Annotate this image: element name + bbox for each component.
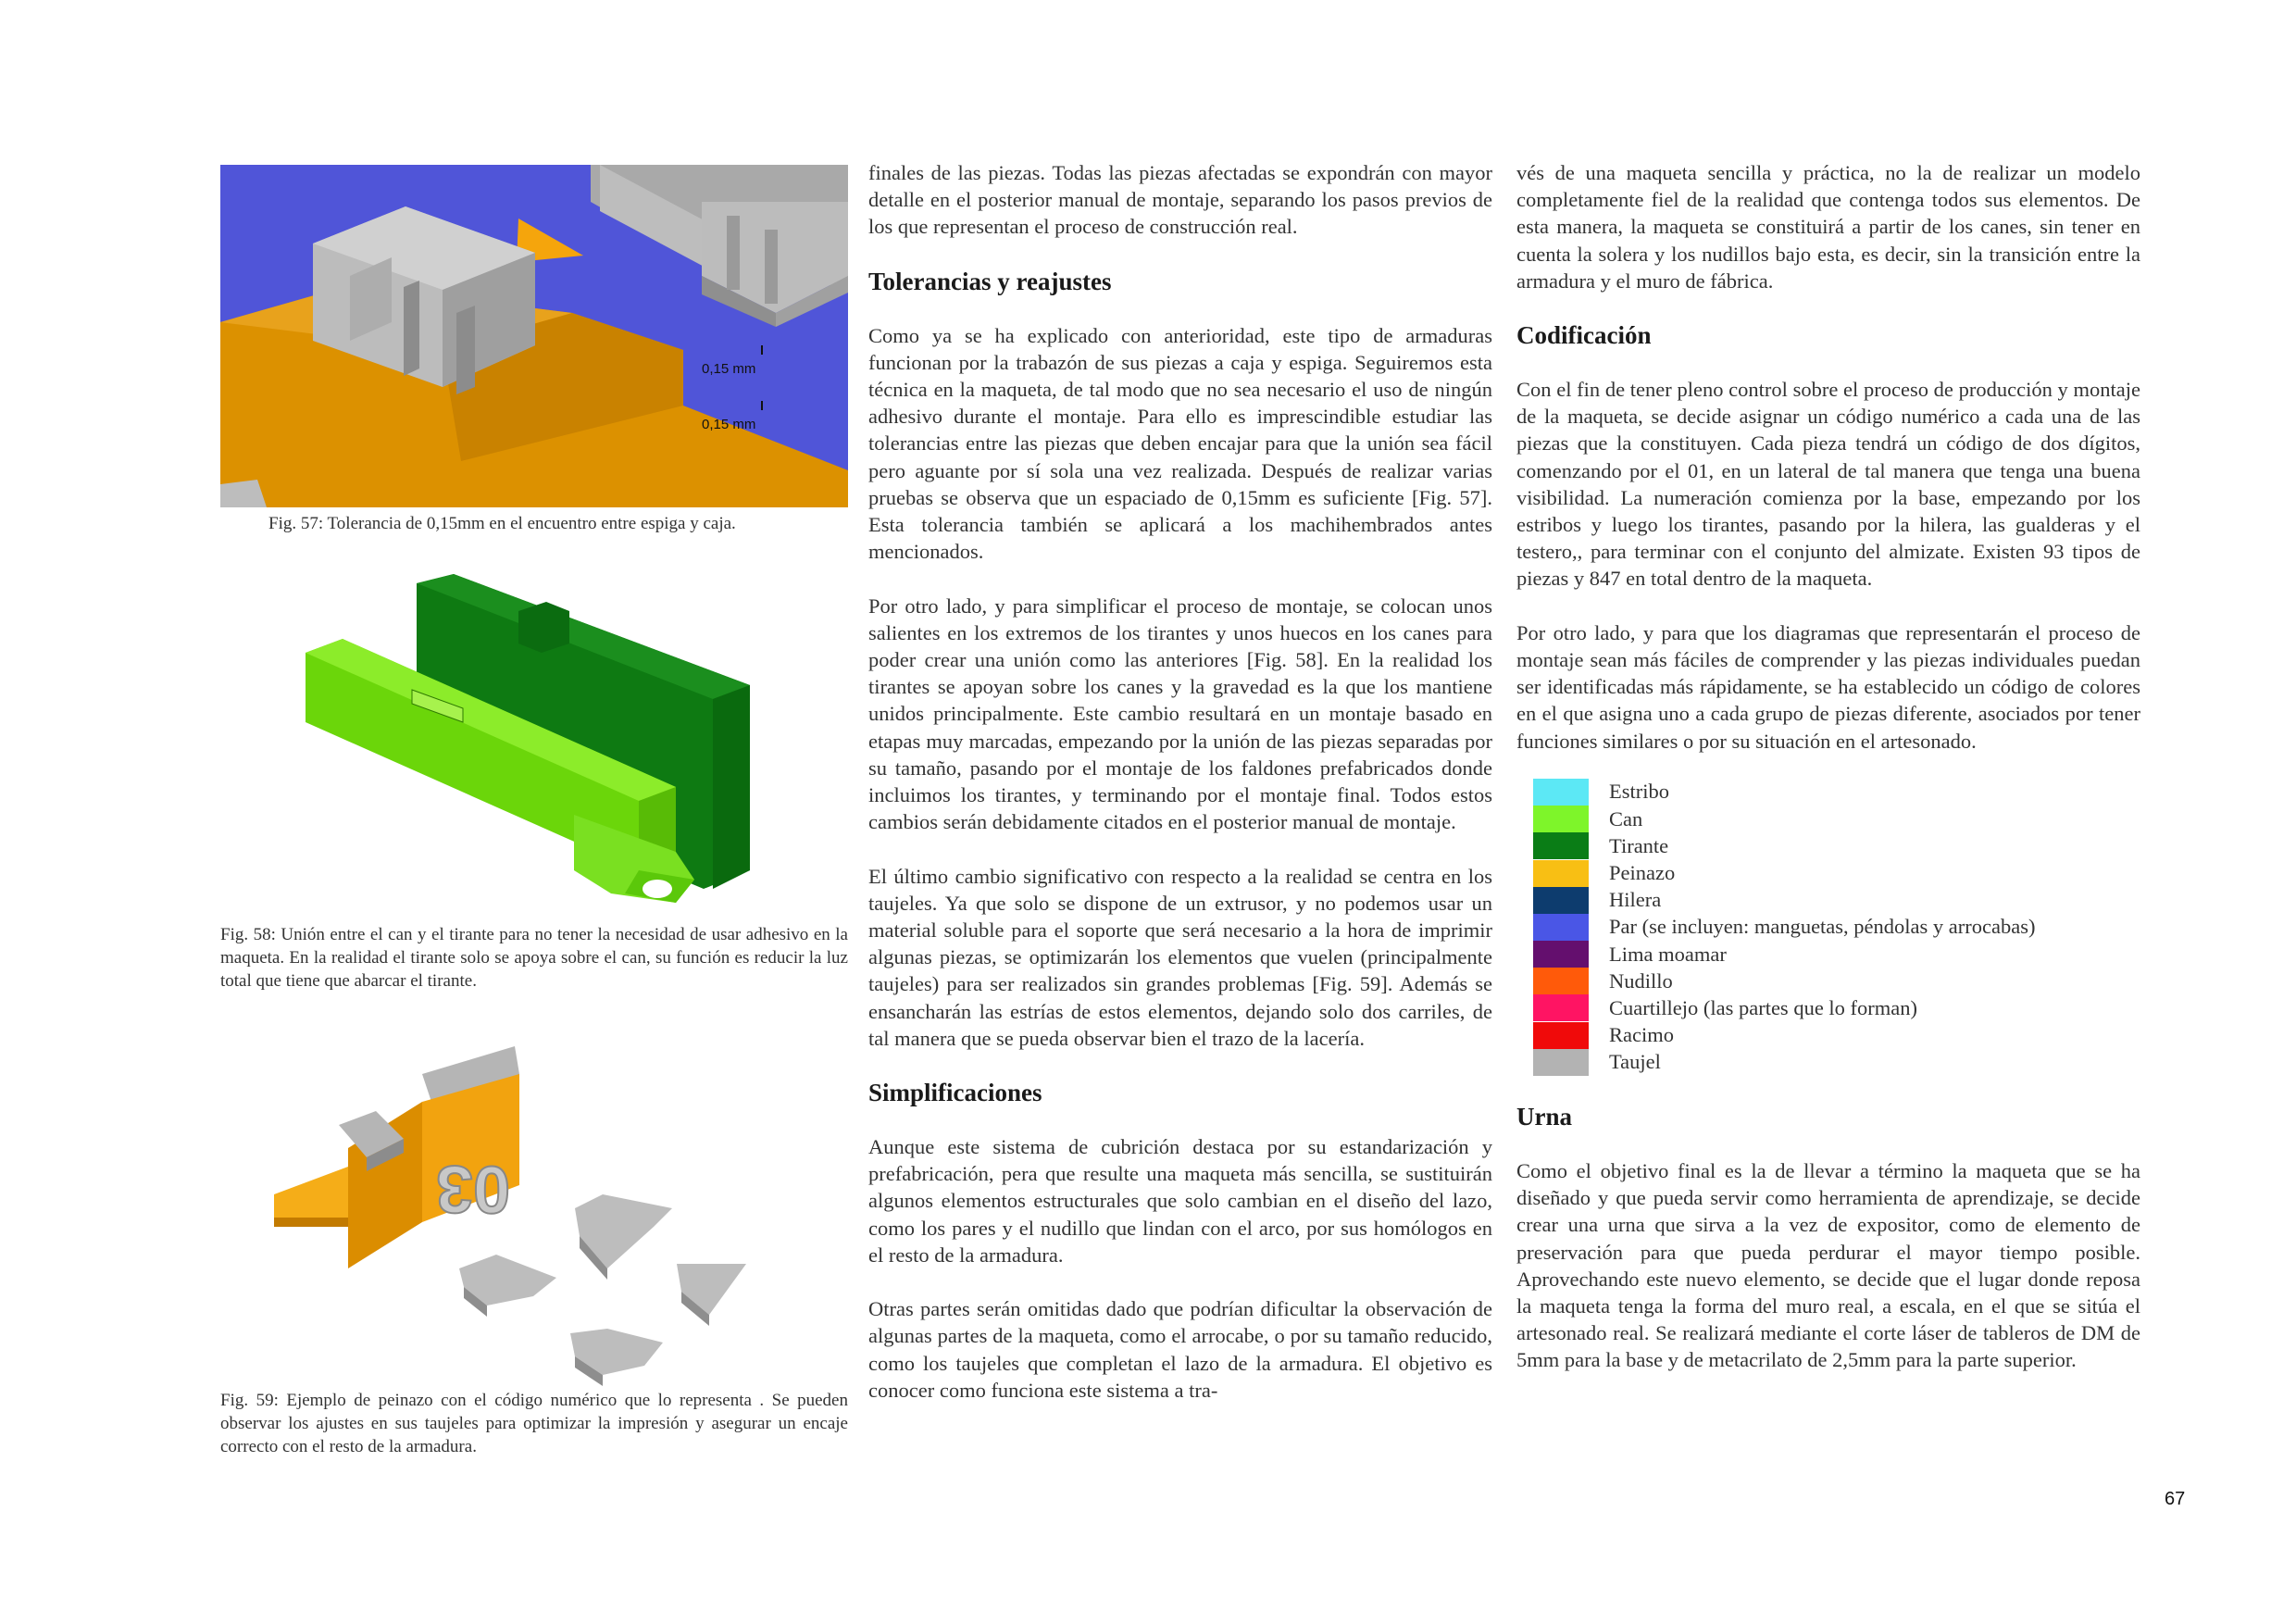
paragraph: Como ya se ha explicado con anterioridad, este tipo de armaduras funcionan por la trabazón de sus piezas a caja y espiga. Seguiremos esta técnica en la maqueta, de tal modo que no sea necesario el uso de ningún adhesivo durante el montaje. Para ello es imprescindible estudiar las tolerancias entre las piezas que deben encajar para que la unión sea fácil pero aguante por sí sola una vez realizada. Después de realizar varias pruebas se observa que un espaciado de 0,15mm es suficiente [Fig. 57]. Esta tolerancia también se aplicará a los machihembrados antes mencionados. [868, 323, 1492, 564]
paragraph: Como el objetivo final es la de llevar a término la maqueta que se ha diseñado y que pueda servir como herramienta de aprendizaje, se decide crear una urna que sirva a la vez de expositor, como de elemento de preservación para que pueda perdurar el mayor tiempo posible. Aprovechando este nuevo elemento, se decide que el lugar donde reposa la maqueta tenga la forma del muro real, a escala, en el que se sitúa el artesonado real. Se realizará mediante el corte láser de tableros de DM de 5mm para la base y de metacrilato de 2,5mm para la parte superior. [1516, 1158, 2140, 1372]
legend-item [1533, 1022, 2140, 1049]
figure-57-caption: Fig. 57: Tolerancia de 0,15mm en el encuentro entre espiga y caja. [268, 514, 736, 533]
legend-label: Can [1609, 806, 1643, 831]
legend-swatch [1533, 914, 1589, 941]
paragraph: Por otro lado, y para que los diagramas que representarán el proceso de montaje sean más fáciles de comprender y las piezas individuales puedan ser identificadas más rápidamente, se ha establecido un código de colores en el que asigna uno a cada grupo de piezas diferente, asociados por tener funciones similares o por su situación en el artesonado. [1516, 620, 2140, 753]
legend-item [1533, 914, 2140, 941]
legend-swatch [1533, 779, 1589, 806]
section-heading-tolerancias: Tolerancias y reajustes [868, 267, 1112, 295]
figure-59-caption: Fig. 59: Ejemplo de peinazo con el código numérico que lo representa . Se pueden observar los ajustes en sus taujeles para optimizar la impresión y asegurar un encaje correcto con el resto de la armadura. [220, 1391, 848, 1456]
legend-item [1533, 887, 2140, 914]
legend-label: Hilera [1609, 888, 1662, 912]
page-number: 67 [2165, 1489, 2186, 1509]
dimension-label-bottom: 0,15 mm [702, 417, 756, 432]
paragraph: Aunque este sistema de cubrición destaca por su estandarización y prefabricación, pera que resulte una maqueta más sencilla, se sustituirán algunos elementos estructurales que solo cambian en el diseño del lazo, como los pares y el nudillo que lindan con el arco, por sus homólogos en el resto de la armadura. [868, 1135, 1492, 1267]
legend-item [1533, 968, 2140, 994]
legend-label: Cuartillejo (las partes que lo forman) [1609, 995, 1918, 1019]
section-heading-simplificaciones: Simplificaciones [868, 1079, 1042, 1107]
legend-item [1533, 941, 2140, 968]
legend-label: Nudillo [1609, 968, 1673, 993]
dimension-label-top: 0,15 mm [702, 361, 756, 377]
figure-58-joint-render [306, 574, 768, 917]
legend-item [1533, 994, 2140, 1021]
paragraph: Con el fin de tener pleno control sobre el proceso de producción y montaje de la maqueta, se decide asignar un código numérico a cada una de las piezas que la constituyen. Cada pieza tendrá un código de dos dígitos, comenzando por el 01, en un lateral de tal manera que tenga una buena visibilidad. La numeración comienza por la base, empezando por los estribos y luego los tirantes, pasando por la hilera, las gualderas y el testero,, para terminar con el conjunto del almizate. Existen 93 tipos de piezas y 847 en total dentro de la maqueta. [1516, 378, 2140, 591]
legend-swatch [1533, 968, 1589, 994]
legend-swatch [1533, 941, 1589, 968]
legend-swatch [1533, 806, 1589, 832]
legend-label: Peinazo [1609, 861, 1676, 884]
legend-label: Racimo [1609, 1023, 1674, 1047]
legend-item [1533, 859, 2140, 886]
legend-label: Estribo [1609, 780, 1669, 804]
color-code-legend [1533, 779, 2140, 1076]
paragraph: Por otro lado, y para simplificar el proceso de montaje, se colocan unos salientes en los extremos de los tirantes y unos huecos en los canes para poder crear una unión como las anteriores [Fig. 58]. En la realidad los tirantes se apoyan sobre los canes y la gravedad es la que los mantiene unidos principalmente. Este cambio resultará en un montaje basado en etapas muy marcadas, empezando por la unión de las piezas separadas por su tamaño, pasando por el montaje de los faldones prefabricados donde incluimos los tirantes, y terminando por el montaje final. Todos estos cambios serán debidamente citados en el posterior manual de montaje. [868, 593, 1492, 834]
legend-swatch [1533, 887, 1589, 914]
legend-swatch [1533, 994, 1589, 1021]
legend-swatch [1533, 1049, 1589, 1076]
legend-item [1533, 806, 2140, 832]
legend-swatch [1533, 860, 1589, 887]
section-heading-urna: Urna [1516, 1102, 1572, 1131]
section-heading-codificacion: Codificación [1516, 321, 1652, 350]
legend-label: Lima moamar [1609, 942, 1727, 966]
figure-59-code-label: 03 [435, 1152, 510, 1226]
legend-label: Taujel [1609, 1050, 1661, 1074]
paragraph: vés de una maqueta sencilla y práctica, no la de realizar un modelo completamente fiel de la realidad que contenga todos sus elementos. De esta manera, la maqueta se constituirá a partir de los canes, sin tener en cuenta la solera y los nudillos bajo esta, es decir, sin la transición entre la armadura y el muro de fábrica. [1516, 161, 2140, 293]
text-column-middle [868, 159, 1492, 1404]
figure-59-peinazo-render [274, 1037, 830, 1398]
legend-label: Par (se incluyen: manguetas, péndolas y arrocabas) [1609, 915, 2036, 939]
legend-swatch [1533, 832, 1589, 859]
paragraph: El último cambio significativo con respecto a la realidad se centra en los taujeles. Ya que solo se dispone de un extrusor, y no podemos usar un material soluble para el soporte que será necesario a la hora de imprimir algunas piezas, se optimizarán los elementos que vuelen (principalmente taujeles) para ser realizados sin grandes problemas [Fig. 59]. Además se ensancharán las estrías de estos elementos, dejando solo dos carriles, de tal manera que se pueda observar bien el trazo de la lacería. [868, 864, 1492, 1050]
legend-label: Tirante [1609, 833, 1669, 857]
legend-item [1533, 779, 2140, 806]
paragraph: Otras partes serán omitidas dado que podrían dificultar la observación de algunas partes de la maqueta, como el arrocabe, o por su tamaño reducido, como los taujeles que completan el lazo de la armadura. El objetivo es conocer como funciona este sistema a tra- [868, 1297, 1492, 1402]
figure-58-caption: Fig. 58: Unión entre el can y el tirante para no tener la necesidad de usar adhesivo en la maqueta. En la realidad el tirante solo se apoya sobre el can, su función es reducir la luz total que tiene que abarcar el tirante. [220, 925, 848, 991]
figure-57-tolerance-render [220, 165, 848, 507]
legend-item [1533, 1049, 2140, 1076]
legend-swatch [1533, 1022, 1589, 1049]
paragraph: finales de las piezas. Todas las piezas afectadas se expondrán con mayor detalle en el posterior manual de montaje, separando los pasos previos de los que representan el proceso de construcción real. [868, 161, 1492, 239]
text-column-right [1516, 159, 2140, 1374]
legend-item [1533, 832, 2140, 859]
